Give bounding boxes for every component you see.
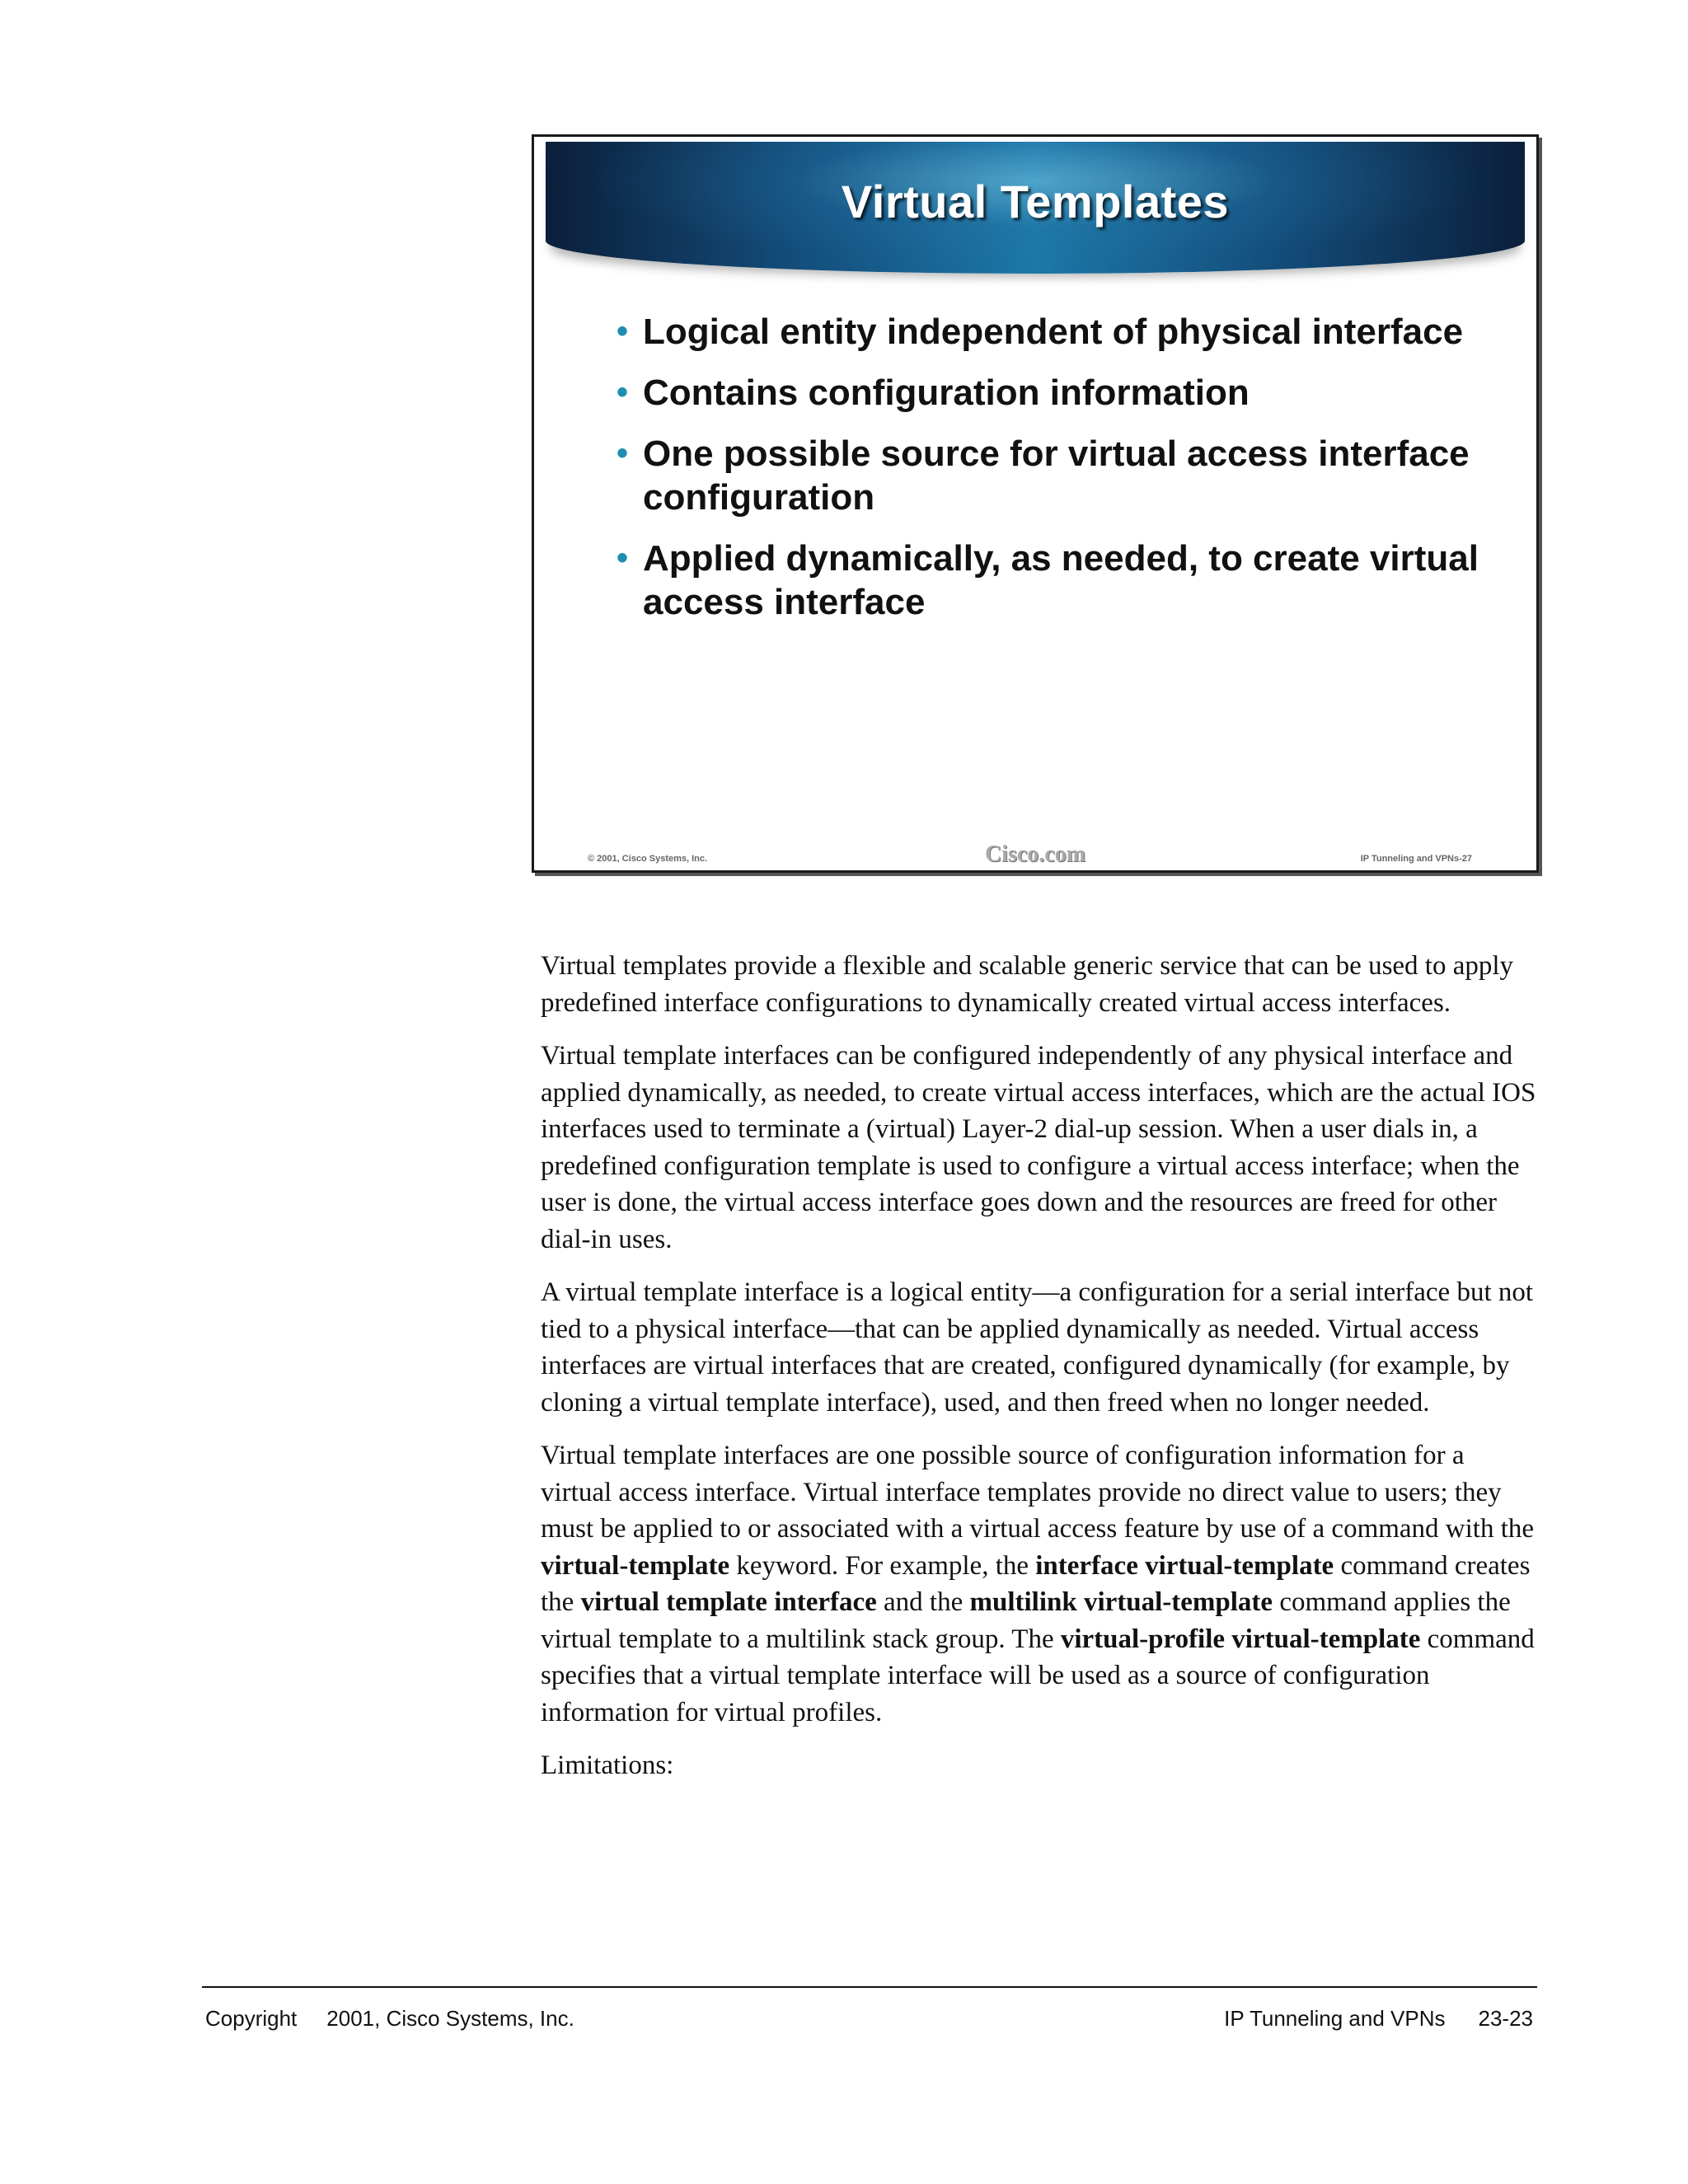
slide-image (532, 134, 1539, 873)
command-keyword: virtual template interface (580, 1587, 877, 1617)
body-text (541, 948, 1538, 1801)
page-number: 23-23 (1478, 2006, 1533, 2031)
slide-bullet: • Applied dynamically, as needed, to create virtual access interface (617, 538, 1479, 622)
slide-title: Virtual Templates (841, 176, 1230, 227)
slide-bullet-list (617, 310, 1490, 641)
command-keyword: interface virtual-template (1035, 1550, 1334, 1581)
page-footer-copyright: Copyright 2001, Cisco Systems, Inc. (205, 2006, 574, 2031)
paragraph: Limitations: (541, 1750, 674, 1780)
command-keyword: multilink virtual-template (969, 1587, 1273, 1617)
bullet-dot-icon: • (617, 540, 629, 576)
slide-number: IP Tunneling and VPNs-27 (1360, 854, 1472, 864)
paragraph: Virtual template interfaces are one possible source of configuration information for a virtual access interface. Virtual interface templates provide no direct value to users; they must be applied to or associated with a virtual access feature by use of a command with the virtual-template keyword. For example, the interface virtual-template command creates the virtual template interface and the multilink virtual-template command applies the virtual template to a multilink stack group. The virtual-profile virtual-template command specifies that a virtual template interface will be used as a source of configuration information for virtual profiles. (541, 1441, 1535, 1727)
slide-bullet: • One possible source for virtual access interface configuration (617, 434, 1470, 518)
slide-bullet: • Logical entity independent of physical interface (617, 312, 1464, 352)
bullet-dot-icon: • (617, 374, 629, 410)
footer-divider (202, 1986, 1537, 1988)
bullet-dot-icon: • (617, 313, 629, 349)
bullet-dot-icon: • (617, 435, 629, 471)
command-keyword: virtual-profile virtual-template (1060, 1624, 1421, 1654)
paragraph: Virtual template interfaces can be configured independently of any physical interface and applied dynamically, as needed, to create virtual access interfaces, which are the actual IOS interfaces used to terminate a (virtual) Layer-2 dial-up session. When a user dials in, a predefined configuration template is used to configure a virtual access interface; when the user is done, the virtual access interface goes down and the resources are freed for other dial-in uses. (541, 1041, 1536, 1254)
page-footer-course: IP Tunneling and VPNs 23-23 (1224, 2006, 1533, 2031)
paragraph: Virtual templates provide a flexible and scalable generic service that can be used to apply predefined interface configurations to dynamically created virtual access interfaces. (541, 951, 1514, 1018)
slide-cisco-logo: Cisco.com (984, 841, 1086, 867)
command-keyword: virtual-template (541, 1550, 730, 1581)
slide-bullet: • Contains configuration information (617, 373, 1250, 413)
slide-copyright: © 2001, Cisco Systems, Inc. (588, 854, 708, 864)
paragraph: A virtual template interface is a logical entity—a configuration for a serial interface but not tied to a physical interface—that can be applied dynamically as needed. Virtual access interfaces are virtual interfaces that are created, configured dynamically (for example, by cloning a virtual template interface), used, and then freed when no longer needed. (541, 1277, 1534, 1418)
slide-header-banner (546, 142, 1525, 274)
